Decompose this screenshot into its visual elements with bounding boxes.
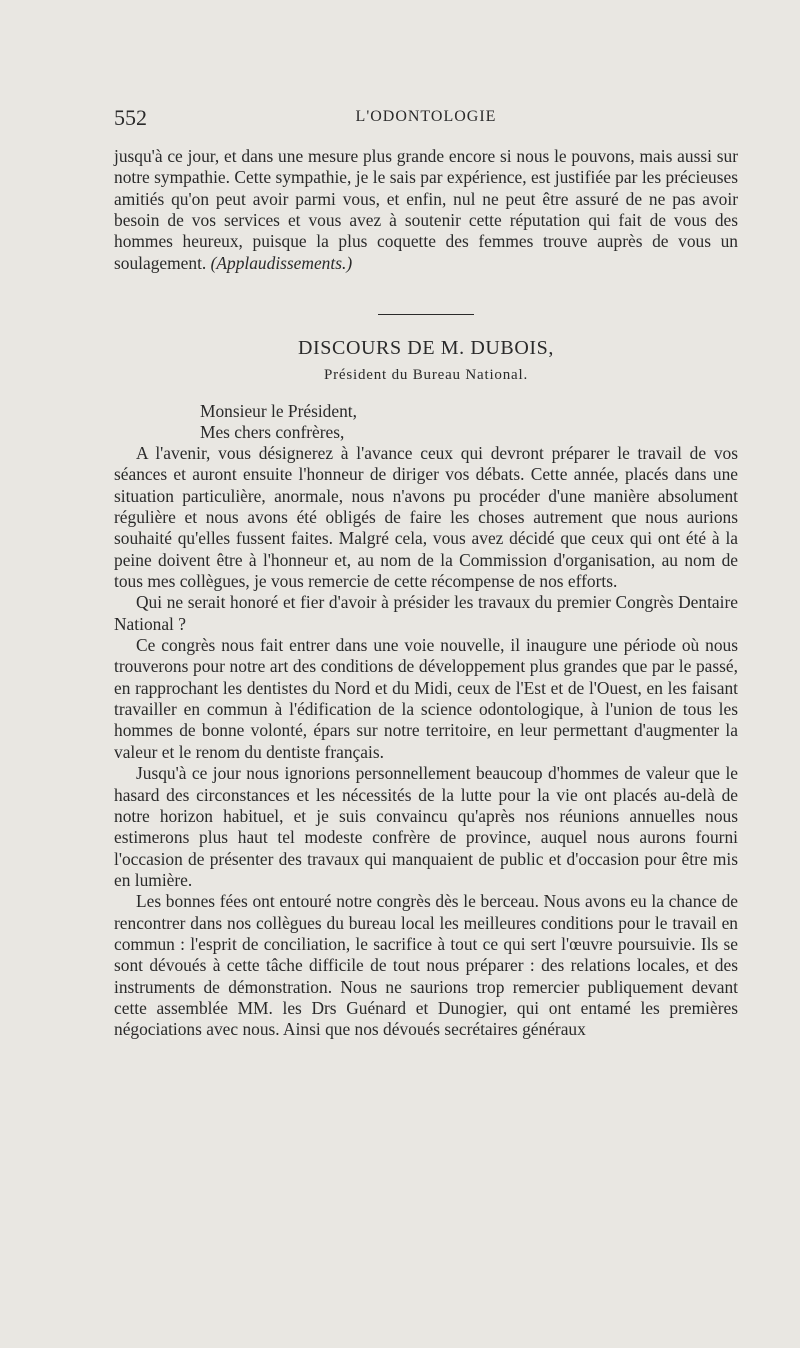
page-header xyxy=(114,105,738,135)
speech-subtitle: Président du Bureau National. xyxy=(324,367,528,383)
speech-paragraph-1: A l'avenir, vous désignerez à l'avance ceux qui devront préparer le travail de vos séances et auront ensuite l'honneur de diriger vos débats. Cette année, placés dans une situation particulière, anormale, nous n'avons pu procéder d'une manière absolument régulière et nous avons été obligés de faire les choses autrement que nous aurions souhaité qu'elles fussent faites. Malgré cela, vous avez décidé que ceux qui ont été à la peine doivent être à l'honneur et, au nom de la Commission d'organisation, au nom de tous mes collègues, je vous remercie de cette récompense de nos efforts. xyxy=(114,443,738,592)
speech-body xyxy=(114,443,738,1041)
intro-paragraph xyxy=(114,146,738,274)
intro-text: jusqu'à ce jour, et dans une mesure plus grande encore si nous le pouvons, mais aussi sur notre sympathie. Cette sympathie, je le sais par expérience, est justifiée par les précieuses amitiés qu'on peut avoir parmi vous, et enfin, nul ne peut être assuré de ne pas avoir besoin de vos services et vous avez à soutenir cette réputation qui fait de vous des hommes heureux, puisque la plus coquette des femmes trouve auprès de vous un soulagement. xyxy=(114,146,738,273)
section-divider xyxy=(378,314,474,315)
intro-paragraph-block xyxy=(114,146,738,274)
salutation-president: Monsieur le Président, xyxy=(200,401,357,421)
speech-paragraph-5: Les bonnes fées ont entouré notre congrès dès le berceau. Nous avons eu la chance de rencontrer dans nos collègues du bureau local les meilleures conditions pour le travail en commun : l'esprit de conciliation, le sacrifice à tout ce qui sert l'œuvre poursuivie. Ils se sont dévoués à cette tâche difficile de tout nous préparer : des relations locales, et des instruments de démonstration. Nous ne saurions trop remercier publiquement devant cette assemblée MM. les Drs Guénard et Dunogier, qui ont entamé les premières négociations avec nous. Ainsi que nos dévoués secrétaires généraux xyxy=(114,891,738,1040)
salutation-colleagues: Mes chers confrères, xyxy=(200,422,345,442)
speech-paragraph-2: Qui ne serait honoré et fier d'avoir à présider les travaux du premier Congrès Dentaire National ? xyxy=(114,592,738,634)
speech-paragraph-3: Ce congrès nous fait entrer dans une voie nouvelle, il inaugure une période où nous trouverons pour notre art des conditions de développement plus grandes que par le passé, en rapprochant les dentistes du Nord et du Midi, ceux de l'Est et de l'Ouest, en les faisant travailler en commun à l'édification de la science odontologique, à l'union de tous les hommes de bonne volonté, épars sur notre territoire, en leur permettant d'augmenter la valeur et le renom du dentiste français. xyxy=(114,635,738,762)
running-title: L'ODONTOLOGIE xyxy=(355,108,497,125)
speech-paragraph-4: Jusqu'à ce jour nous ignorions personnellement beaucoup d'hommes de valeur que le hasard des circonstances et les nécessités de la lutte pour la vie ont placés au-delà de notre horizon habituel, et je suis convaincu qu'après nos réunions annuelles nous estimerons plus haut tel modeste confrère de province, auquel nous aurons fourni l'occasion de présenter des travaux qui manquaient de public et d'occasion pour être mis en lumière. xyxy=(114,763,738,890)
speech-title: DISCOURS DE M. DUBOIS, xyxy=(297,337,554,359)
applause-note: (Applaudissements.) xyxy=(210,252,353,273)
page-number: 552 xyxy=(114,105,147,130)
